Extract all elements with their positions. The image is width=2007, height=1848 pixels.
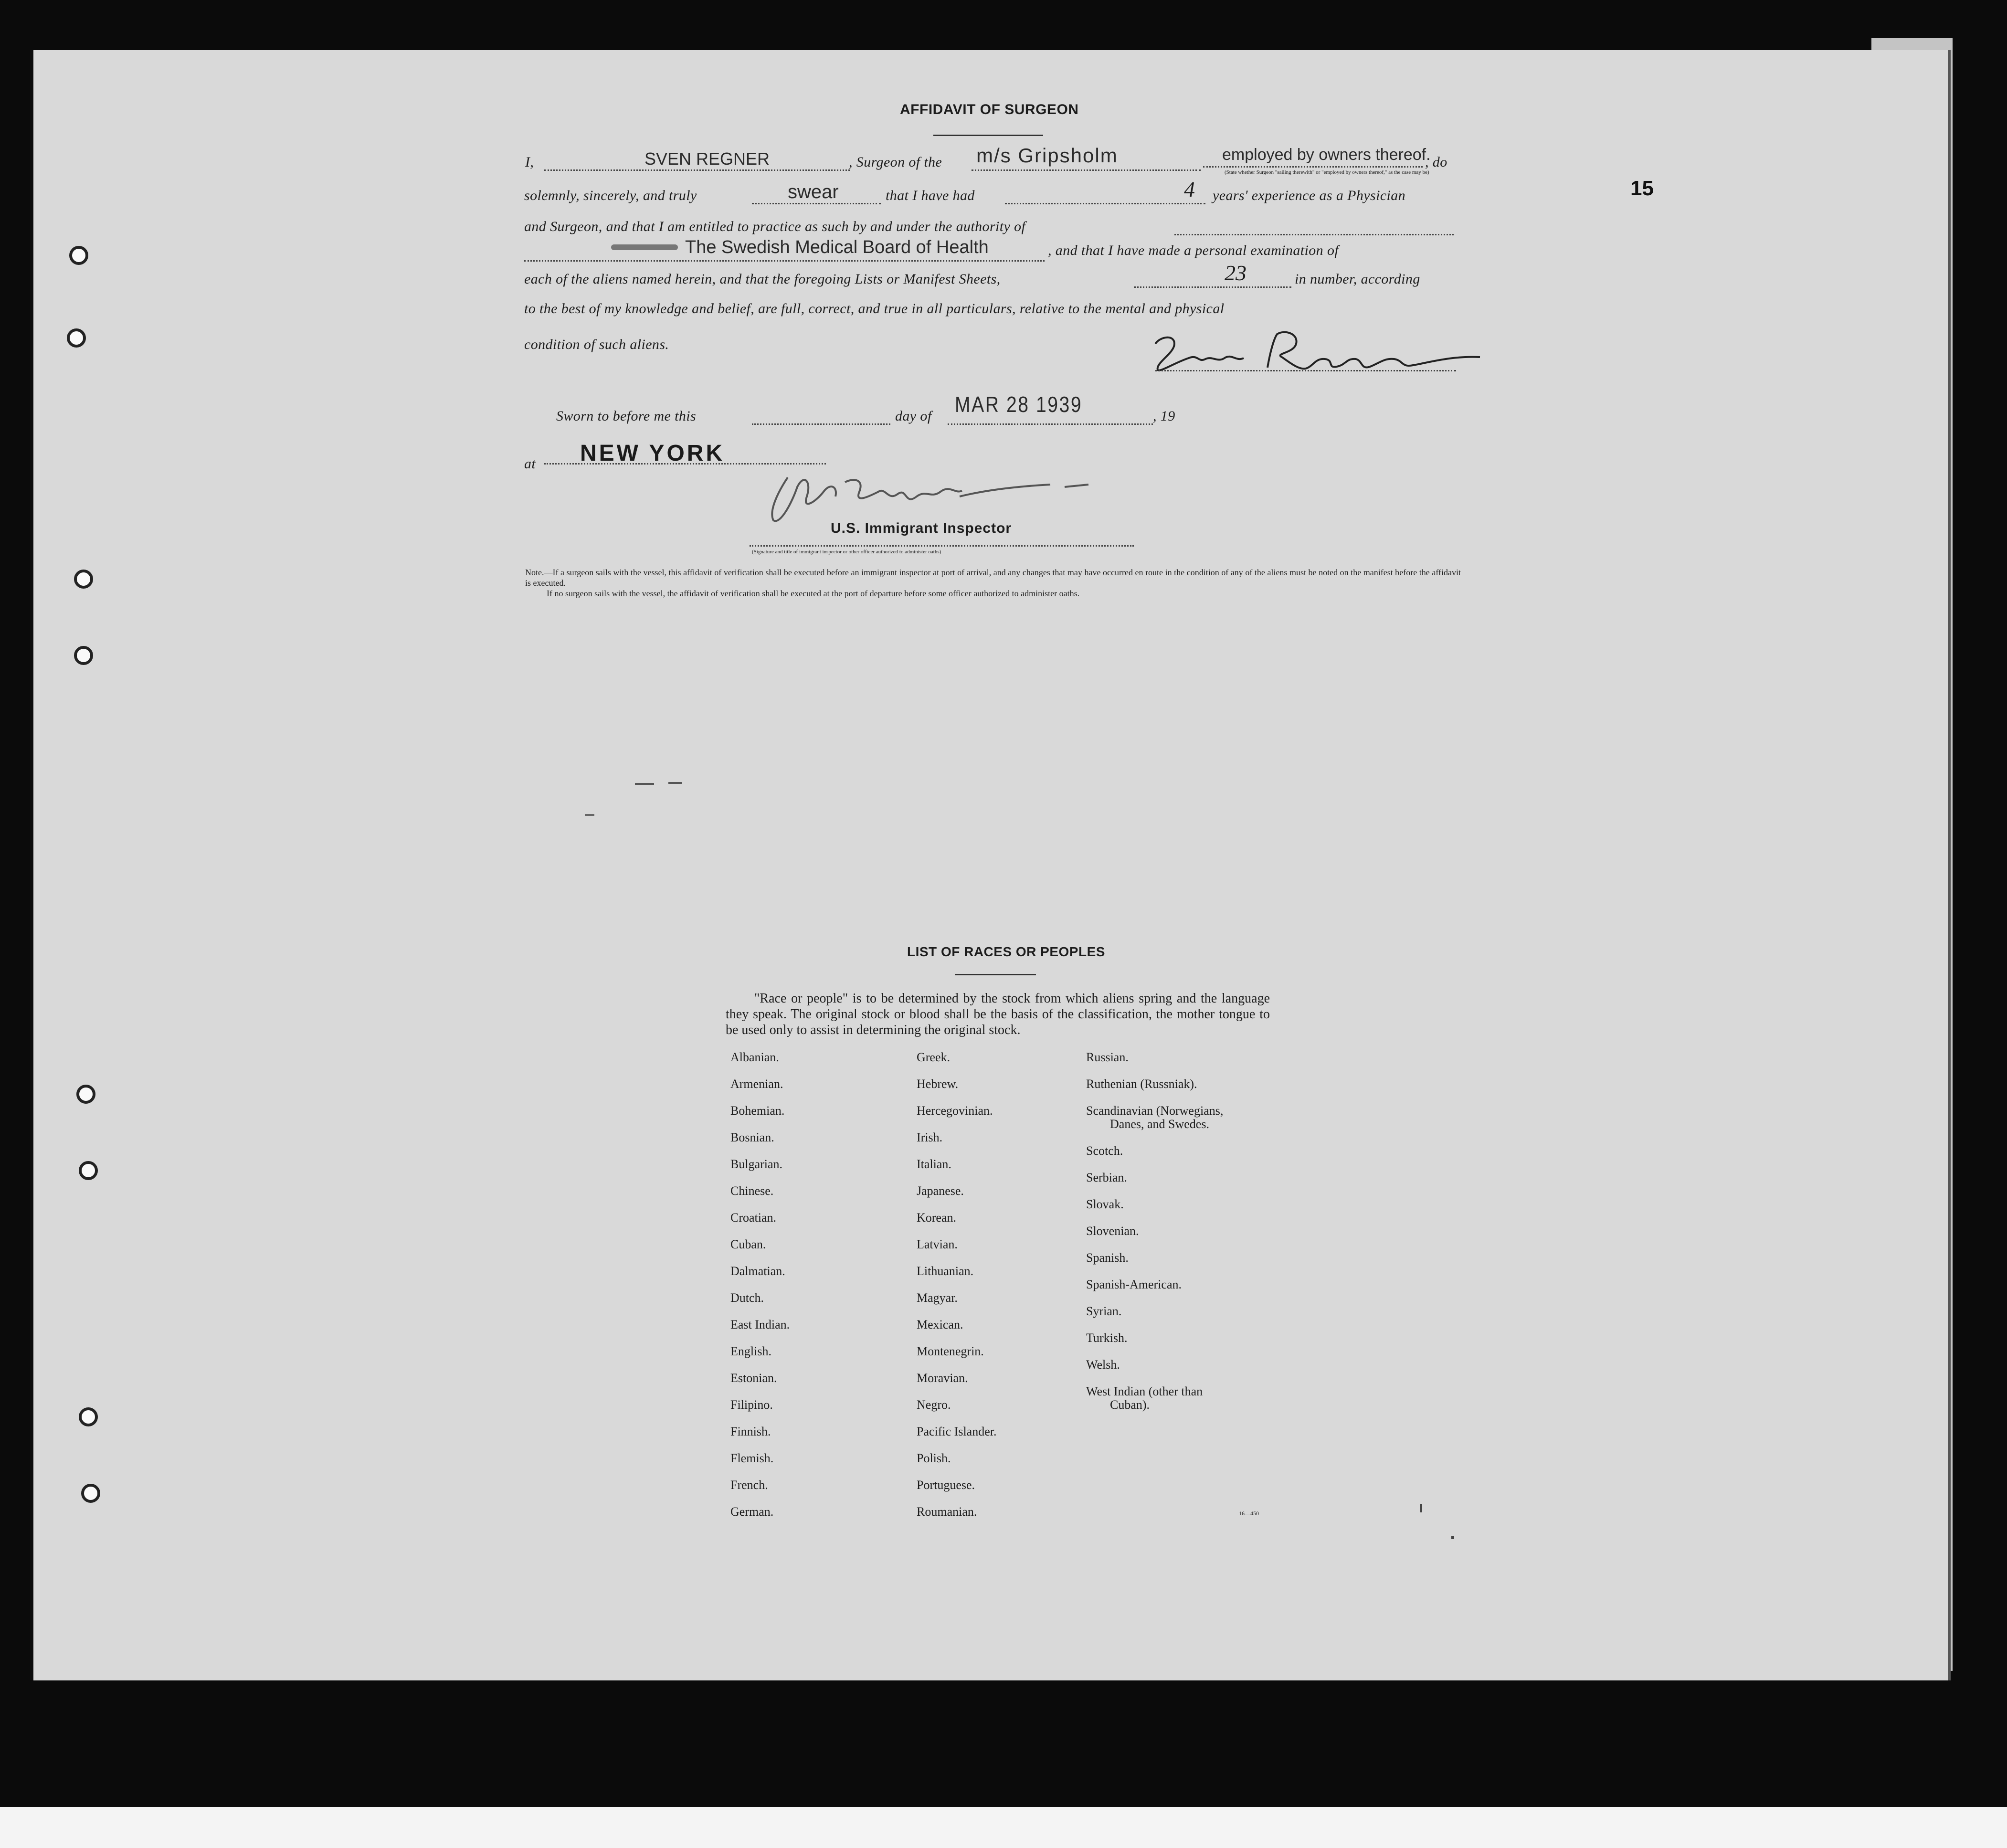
stray-mark [585,814,594,816]
binder-hole [79,1161,98,1180]
authority-name: The Swedish Medical Board of Health [685,237,989,257]
employment-line [1203,166,1423,168]
affidavit-text: years' experience as a Physician [1213,188,1406,203]
race-item: Dalmatian. [730,1264,785,1278]
race-item: Slovenian. [1086,1224,1139,1238]
races-intro: "Race or people" is to be determined by the stock from which aliens spring and the language they speak. The original stock or blood shall be the basis of the classification, the mother tongue to be used only to assist in determining the original stock. [726,991,1270,1037]
sworn-text: , 19 [1153,408,1175,424]
stray-mark [1451,1536,1454,1539]
race-item: Japanese. [917,1184,964,1198]
race-item: Montenegrin. [917,1344,984,1358]
race-item: Filipino. [730,1398,773,1412]
oath-word: swear [788,181,839,202]
at-label: at [524,456,536,472]
inspector-caption: (Signature and title of immigrant inspector or other officer authorized to administer oaths) [752,549,941,555]
years-line [1005,203,1205,204]
race-item: Turkish. [1086,1331,1128,1345]
surgeon-signature-line [1155,370,1456,371]
sworn-text: day of [895,408,932,424]
race-item: Pacific Islander. [917,1425,997,1438]
affidavit-text: that I have had [886,188,975,203]
race-item: English. [730,1344,771,1358]
binder-hole [69,246,88,265]
surgeon-name-line [544,169,850,171]
authority-line-2 [524,260,1045,262]
surgeon-signature [1146,325,1489,377]
sworn-date-line [948,423,1153,425]
stray-mark [668,782,682,784]
race-item: Portuguese. [917,1478,975,1492]
binder-hole [74,570,93,589]
redaction-mark [611,244,678,250]
place-stamp: NEW YORK [580,441,725,466]
race-item: Irish. [917,1130,943,1144]
authority-line-1 [1174,234,1454,235]
sworn-text: Sworn to before me this [556,408,697,424]
race-item: Hebrew. [917,1077,959,1091]
years-value: 4 [1184,177,1195,201]
race-item: Hercegovinian. [917,1104,993,1118]
affidavit-text: solemnly, sincerely, and truly [524,188,697,203]
affidavit-text: I, [525,154,534,170]
date-stamp: MAR 28 1939 [955,392,1083,417]
sheets-value: 23 [1225,261,1246,285]
surgeon-name: SVEN REGNER [644,149,770,169]
race-item: Dutch. [730,1291,764,1305]
inspector-line [750,545,1134,547]
race-item: Bosnian. [730,1130,774,1144]
race-item: Scandinavian (Norwegians, [1086,1104,1224,1118]
race-item: Albanian. [730,1050,779,1064]
race-item: Ruthenian (Russniak). [1086,1077,1197,1091]
title-rule [933,135,1043,136]
affidavit-text: and Surgeon, and that I am entitled to practice as such by and under the authority of [524,219,1026,234]
race-item: Slovak. [1086,1197,1124,1211]
inspector-signature [759,458,1093,530]
vessel-name: m/s Gripsholm [976,144,1118,167]
form-number: 16—450 [1239,1510,1259,1517]
race-item: Korean. [917,1211,957,1225]
page-number: 15 [1630,177,1654,200]
race-item: Russian. [1086,1050,1129,1064]
race-item: Mexican. [917,1318,963,1331]
binder-hole [74,646,93,665]
race-item: Roumanian. [917,1505,977,1519]
affidavit-note-2: If no surgeon sails with the vessel, the affidavit of verification shall be executed at the port of departure before some officer authorized to administer oaths. [547,589,1080,598]
binder-hole [76,1085,95,1104]
oath-line [752,203,881,204]
race-item: German. [730,1505,774,1519]
affidavit-text: , do [1425,154,1447,170]
inspector-title: U.S. Immigrant Inspector [831,520,1012,536]
binder-hole [67,328,86,348]
race-item: Danes, and Swedes. [1110,1117,1209,1131]
affidavit-note-1: Note.—If a surgeon sails with the vessel, this affidavit of verification shall be executed before an immigrant inspector at port of arrival, and any changes that may have occurred en route in the condition of any of the aliens must be noted on the manifest before the affidavit is executed. [525,568,1461,588]
race-item: Moravian. [917,1371,968,1385]
race-item: Estonian. [730,1371,777,1385]
race-item: Latvian. [917,1237,958,1251]
race-item: Cuban. [730,1237,766,1251]
race-item: Welsh. [1086,1358,1120,1372]
binder-hole [81,1484,100,1503]
stray-mark [1420,1504,1422,1512]
race-item: Magyar. [917,1291,958,1305]
race-item: Syrian. [1086,1304,1122,1318]
affidavit-text: to the best of my knowledge and belief, are full, correct, and true in all particulars, relative to the mental and physical [524,301,1225,317]
affidavit-text: , Surgeon of the [849,154,942,170]
stray-mark [635,783,654,785]
race-item: East Indian. [730,1318,790,1331]
race-item: Spanish-American. [1086,1278,1182,1291]
race-item: Armenian. [730,1077,783,1091]
race-item: Negro. [917,1398,951,1412]
race-item: Italian. [917,1157,951,1171]
race-item: Bohemian. [730,1104,785,1118]
race-item: Lithuanian. [917,1264,974,1278]
binder-hole [79,1407,98,1426]
race-item: Cuban). [1110,1398,1150,1412]
sworn-day-line [752,423,890,425]
affidavit-title: AFFIDAVIT OF SURGEON [900,102,1079,117]
race-item: Scotch. [1086,1144,1123,1158]
races-title: LIST OF RACES OR PEOPLES [907,944,1105,959]
races-title-rule [955,974,1036,975]
race-item: French. [730,1478,768,1492]
race-item: Bulgarian. [730,1157,783,1171]
sheets-line [1134,286,1291,288]
employment: employed by owners thereof. [1222,146,1431,164]
race-item: Polish. [917,1451,951,1465]
race-item: Greek. [917,1050,951,1064]
affidavit-text: condition of such aliens. [524,337,669,352]
affidavit-text: in number, according [1295,271,1420,287]
race-item: Croatian. [730,1211,777,1225]
scan-bottom-strip [0,1807,2007,1848]
race-item: Flemish. [730,1451,774,1465]
race-item: West Indian (other than [1086,1384,1203,1398]
affidavit-text: , and that I have made a personal examination of [1048,243,1339,258]
race-item: Chinese. [730,1184,774,1198]
affidavit-text: each of the aliens named herein, and that the foregoing Lists or Manifest Sheets, [524,271,1001,287]
vessel-line [972,169,1201,171]
race-item: Finnish. [730,1425,771,1438]
employment-note: (State whether Surgeon "sailing therewith" or "employed by owners thereof," as the case may be) [1225,169,1429,175]
race-item: Spanish. [1086,1251,1129,1265]
race-item: Serbian. [1086,1171,1127,1184]
